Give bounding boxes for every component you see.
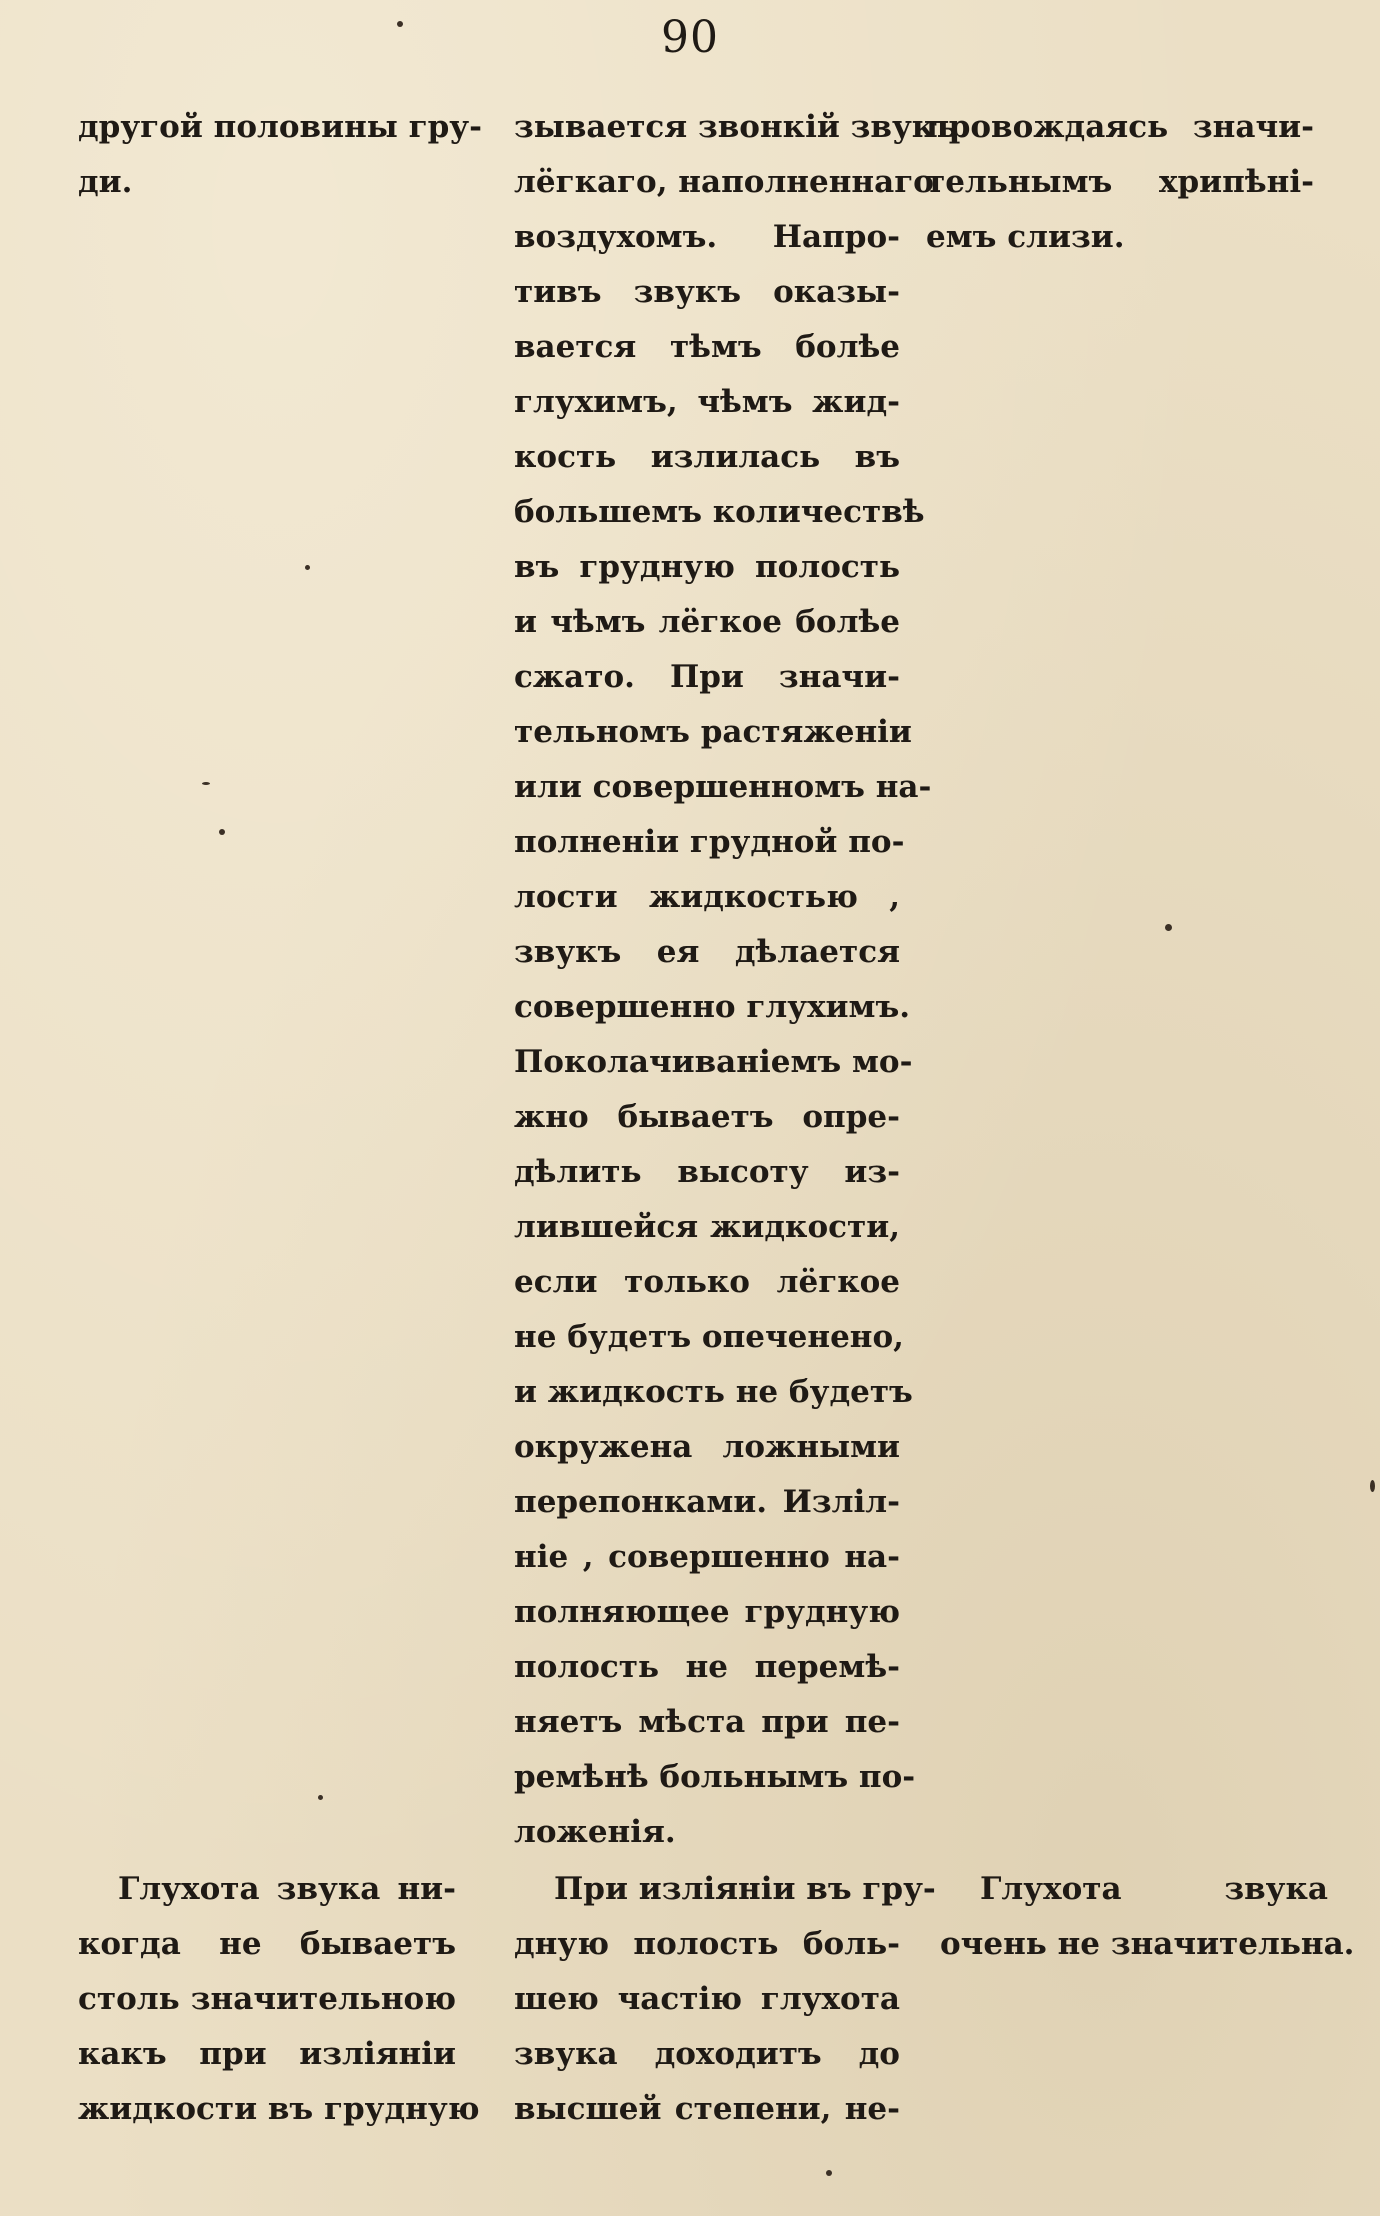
text-line: глухимъ, чѣмъ жид- xyxy=(514,384,900,420)
text-line: Глухота звука ни- xyxy=(118,1871,456,1907)
speck xyxy=(318,1795,323,1800)
text-line: если только лёгкое xyxy=(514,1264,900,1300)
text-line: не будетъ опеченено, xyxy=(514,1319,904,1355)
text-line: дную полость боль- xyxy=(514,1926,900,1962)
text-line: когда не бываетъ xyxy=(78,1926,456,1962)
text-line: и жидкость не будетъ xyxy=(514,1374,913,1410)
text-line: лёгкаго, наполненнаго xyxy=(514,164,934,200)
text-line: звукъ ея дѣлается xyxy=(514,934,900,970)
text-line: полняющее грудную xyxy=(514,1594,900,1630)
top-column-middle xyxy=(514,100,958,1860)
text-line: При изліяніи въ гру- xyxy=(554,1871,936,1907)
speck xyxy=(1370,1480,1375,1492)
text-line: шею частію глухота xyxy=(514,1981,900,2017)
text-line: полость не перемѣ- xyxy=(514,1649,900,1685)
speck xyxy=(202,782,210,785)
text-line: другой половины гру- xyxy=(78,109,483,145)
text-line: вается тѣмъ болѣе xyxy=(514,329,900,365)
text-line: ніе , совершенно на- xyxy=(514,1539,900,1575)
text-line: ди. xyxy=(78,164,133,200)
text-line: перепонками. Изліл- xyxy=(514,1484,900,1520)
text-line: воздухомъ. Напро- xyxy=(514,219,900,255)
speck xyxy=(219,829,225,835)
text-line: окружена ложными xyxy=(514,1429,900,1465)
text-line: емъ слизи. xyxy=(926,219,1125,255)
text-line: ремѣнѣ больнымъ по- xyxy=(514,1759,916,1795)
speck xyxy=(826,2170,832,2176)
text-line: жидкости въ грудную xyxy=(78,2091,480,2127)
text-line: дѣлить высоту из- xyxy=(514,1154,900,1190)
text-line: лившейся жидкости, xyxy=(514,1209,900,1245)
text-line: тивъ звукъ оказы- xyxy=(514,274,900,310)
speck xyxy=(305,565,310,570)
top-column-left xyxy=(78,100,483,210)
text-line: зывается звонкій звукъ xyxy=(514,109,958,145)
text-line: очень не значительна. xyxy=(940,1926,1355,1962)
text-line: провождаясь значи- xyxy=(926,109,1314,145)
text-line: полненіи грудной по- xyxy=(514,824,905,860)
text-line: жно бываетъ опре- xyxy=(514,1099,900,1135)
page-number: 90 xyxy=(661,12,719,63)
bottom-column-left xyxy=(78,1862,480,2137)
text-line: тельномъ растяженіи xyxy=(514,714,912,750)
text-line: и чѣмъ лёгкое болѣе xyxy=(514,604,900,640)
text-line: столь значительною xyxy=(78,1981,456,2017)
bottom-column-middle xyxy=(514,1862,936,2137)
text-line: тельнымъ хрипѣні- xyxy=(926,164,1314,200)
text-line: Поколачиваніемъ мо- xyxy=(514,1044,913,1080)
speck xyxy=(1165,924,1172,931)
text-line: звука доходитъ до xyxy=(514,2036,900,2072)
text-line: совершенно глухимъ. xyxy=(514,989,911,1025)
text-line: большемъ количествѣ xyxy=(514,494,925,530)
text-line: сжато. При значи- xyxy=(514,659,900,695)
text-line: или совершенномъ на- xyxy=(514,769,932,805)
text-line: какъ при изліяніи xyxy=(78,2036,456,2072)
text-line: ложенія. xyxy=(514,1814,676,1850)
text-line: лости жидкостью , xyxy=(514,879,900,915)
speck xyxy=(397,21,403,27)
text-line: кость излилась въ xyxy=(514,439,900,475)
text-line: въ грудную полость xyxy=(514,549,900,585)
top-column-right xyxy=(926,100,1314,265)
bottom-column-right xyxy=(940,1862,1355,1972)
text-line: няетъ мѣста при пе- xyxy=(514,1704,900,1740)
text-line: высшей степени, не- xyxy=(514,2091,900,2127)
text-line: Глухота звука xyxy=(980,1871,1328,1907)
